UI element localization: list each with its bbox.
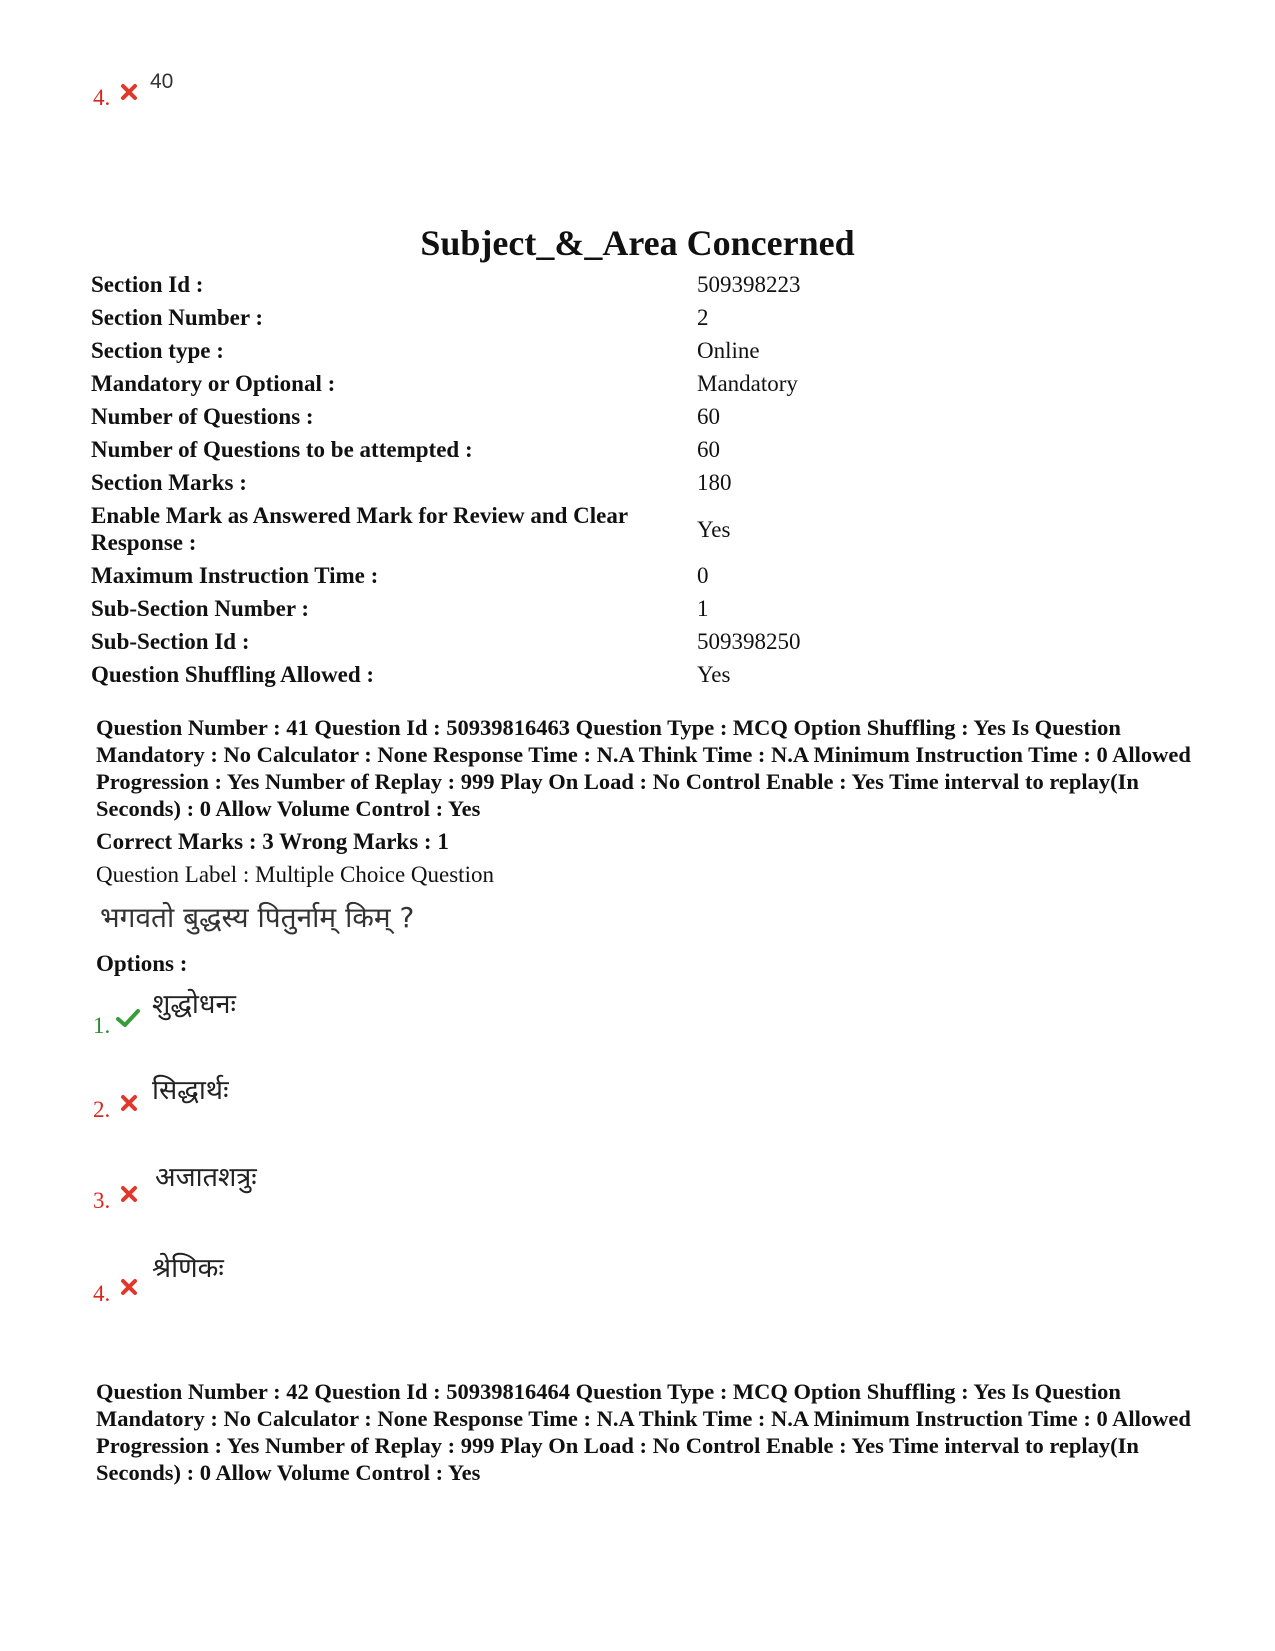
info-value: Yes: [697, 516, 731, 542]
prev-option-text: 40: [150, 70, 174, 93]
wrong-mark-icon: [119, 82, 139, 102]
info-row-section-type: [91, 334, 1191, 367]
wrong-mark-icon: [119, 1277, 139, 1297]
info-value: 2: [697, 305, 709, 330]
info-label: Mandatory or Optional :: [91, 371, 336, 396]
info-row-sub-section-number: [91, 592, 1191, 625]
question-41-meta: Question Number : 41 Question Id : 50939816463 Question Type : MCQ Option Shuffling : Yes Is Question Mandatory : No Calculator : None Response Time : N.A Think Time : N.A Minimum Instruction Time : 0 Allowed Progression : Yes Number of Replay : 999 Play On Load : No Control Enable : Yes Time interval to replay(In Seconds) : 0 Allow Volume Control : Yes: [96, 715, 1191, 821]
info-value: 60: [697, 437, 720, 462]
option-number: 4.: [93, 85, 111, 110]
info-label: Number of Questions :: [91, 404, 314, 429]
info-row-section-id: [91, 268, 1191, 301]
option-1-number: 1.: [93, 1013, 111, 1038]
info-row-sub-section-id: [91, 625, 1191, 658]
info-row-question-shuffling: [91, 658, 1191, 691]
prev-option-4: [93, 86, 110, 110]
option-3-number: 3.: [93, 1188, 111, 1213]
option-2-text: सिद्धार्थः: [152, 1075, 229, 1106]
info-label: Number of Questions to be attempted :: [91, 437, 473, 462]
info-value: 60: [697, 404, 720, 429]
info-row-questions-to-attempt: [91, 433, 1191, 466]
info-value: Online: [697, 338, 760, 363]
info-label: Question Shuffling Allowed :: [91, 662, 375, 687]
option-3-text: अजातशत्रुः: [155, 1162, 257, 1193]
info-row-section-number: [91, 301, 1191, 334]
info-row-max-instruction-time: [91, 559, 1191, 592]
info-value: 509398223: [697, 272, 801, 297]
option-2-number: 2.: [93, 1097, 111, 1122]
option-4-text: श्रेणिकः: [152, 1253, 224, 1284]
info-label: Section Number :: [91, 305, 264, 330]
question-41-label: Question Label : Multiple Choice Question: [96, 862, 494, 887]
question-41-text: भगवतो बुद्धस्य पितुर्नाम् किम् ?: [100, 901, 415, 934]
info-value: 180: [697, 470, 732, 495]
info-value: Mandatory: [697, 371, 798, 396]
info-label: Section type :: [91, 338, 224, 363]
info-label: Section Id :: [91, 272, 204, 297]
wrong-mark-icon: [119, 1093, 139, 1113]
info-row-mandatory: [91, 367, 1191, 400]
info-label: Section Marks :: [91, 470, 247, 495]
info-label: Sub-Section Number :: [91, 596, 310, 621]
info-row-section-marks: [91, 466, 1191, 499]
info-value: 509398250: [697, 629, 801, 654]
question-42-meta: Question Number : 42 Question Id : 50939816464 Question Type : MCQ Option Shuffling : Yes Is Question Mandatory : No Calculator : None Response Time : N.A Think Time : N.A Minimum Instruction Time : 0 Allowed Progression : Yes Number of Replay : 999 Play On Load : No Control Enable : Yes Time interval to replay(In Seconds) : 0 Allow Volume Control : Yes: [96, 1379, 1191, 1485]
info-value: Yes: [697, 662, 731, 687]
info-row-number-of-questions: [91, 400, 1191, 433]
info-label: Sub-Section Id :: [91, 629, 250, 654]
info-value: 0: [697, 563, 709, 588]
options-heading: Options :: [96, 951, 188, 976]
wrong-mark-icon: [119, 1184, 139, 1204]
info-value: 1: [697, 596, 709, 621]
section-title: Subject_&_Area Concerned: [420, 223, 855, 263]
info-label: Maximum Instruction Time :: [91, 563, 379, 588]
option-1-text: शुद्धोधनः: [152, 989, 236, 1020]
info-row-enable-mark-review: [91, 499, 1191, 559]
option-4-number: 4.: [93, 1281, 111, 1306]
section-info-table: [91, 268, 1191, 691]
question-41-marks: Correct Marks : 3 Wrong Marks : 1: [96, 829, 449, 854]
check-mark-icon: [116, 1008, 140, 1028]
info-label: Enable Mark as Answered Mark for Review and Clear Response :: [91, 503, 628, 555]
